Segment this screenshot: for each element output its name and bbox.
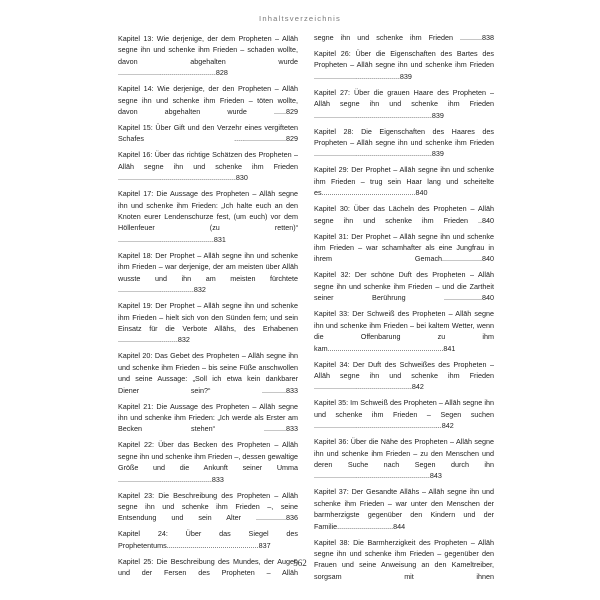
toc-entry: Kapitel 32: Der schöne Duft des Propheten – Allāh segne ihn und schenke ihm Frieden – und die Zartheit seiner Berührung ...................840 bbox=[314, 270, 494, 303]
toc-entry: Kapitel 26: Über die Eigenschaften des Bartes des Propheten – Allāh segne ihn und schenke ihm Frieden ...........................................839 bbox=[314, 49, 494, 81]
toc-column-left bbox=[118, 33, 298, 583]
toc-entry: Kapitel 15: Über Gift und den Verzehr eines vergifteten Schafes ..........................829 bbox=[118, 123, 298, 144]
running-header: Inhaltsverzeichnis bbox=[259, 14, 341, 23]
toc-entry: Kapitel 27: Über die grauen Haare des Propheten – Allāh segne ihn und schenke ihm Frieden ...........................................................839 bbox=[314, 87, 494, 120]
toc-entry: Kapitel 14: Wie derjenige, der den Propheten – Allāh segne ihn und schenke ihm Frieden – töten wollte, davon abgehalten wurde ......829 bbox=[118, 84, 298, 117]
toc-entry: Kapitel 33: Der Schweiß des Propheten – Allāh segne ihn und schenke ihm Frieden – bei kaltem Wetter, wenn die Offenbarung zu ihm kam..........................................................841 bbox=[314, 309, 494, 353]
toc-entry: Kapitel 34: Der Duft des Schweißes des Propheten – Allāh segne ihn und schenke ihm Frieden .................................................842 bbox=[314, 359, 494, 392]
toc-entry: Kapitel 28: Die Eigenschaften des Haares des Propheten – Allāh segne ihn und schenke ihm Frieden ...........................................................839 bbox=[314, 126, 494, 159]
toc-entry: Kapitel 38: Die Barmherzigkeit des Propheten – Allāh segne ihn und schenke ihm Frieden – gegenüber den Frauen und seine Anweisung an den Kameltreiber, sorgsam mit ihnen bbox=[314, 537, 494, 581]
toc-entry: Kapitel 19: Der Prophet – Allāh segne ihn und schenke ihm Frieden – hielt sich von den Sünden fern; und sein Einsatz für die Verbote Allāhs, des Erhabenen ..............................832 bbox=[118, 301, 298, 345]
toc-entry: Kapitel 36: Über die Nähe des Propheten – Allāh segne ihn und schenke ihm Frieden – zu den Menschen und deren Suche nach Segen durch ihn ..........................................................843 bbox=[314, 437, 494, 481]
toc-entry: Kapitel 35: Im Schweiß des Propheten – Allāh segne ihn und schenke ihm Frieden – Segen suchen ................................................................842 bbox=[314, 398, 494, 431]
toc-entry: Kapitel 23: Die Beschreibung des Propheten – Allāh segne ihn und schenke ihm Frieden –, seine Entsendung und sein Alter ...............836 bbox=[118, 490, 298, 523]
toc-entry: Kapitel 24: Über das Siegel des Prophetentums..............................................837 bbox=[118, 529, 298, 550]
page-number: 562 bbox=[293, 558, 307, 568]
toc-entry: Kapitel 25: Die Beschreibung des Mundes, der Augen und der Fersen des Propheten – Allāh bbox=[118, 556, 298, 578]
toc-column-right bbox=[314, 33, 494, 587]
toc-entry: Kapitel 37: Der Gesandte Allāhs – Allāh segne ihn und schenke ihm Frieden – war unter den Menschen der barmherzigste gegenüber den Kindern und der Familie............................844 bbox=[314, 487, 494, 531]
toc-entry: Kapitel 21: Die Aussage des Propheten – Allāh segne ihn und schenke ihm Frieden: „Ich werde als Erster am Becken stehen“ ...........833 bbox=[118, 401, 298, 434]
toc-entry: Kapitel 22: Über das Becken des Propheten – Allāh segne ihn und schenke ihm Frieden –, dessen gewaltige Größe und die Ankunft seiner Umma ...............................................833 bbox=[118, 440, 298, 484]
toc-entry: Kapitel 17: Die Aussage des Propheten – Allāh segne ihn und schenke ihm Frieden: „Ich halte euch an den Knoten eurer Lendenschurze fest, (um euch) vor dem Höllenfeuer (zu retten)“ ................................................831 bbox=[118, 189, 298, 244]
toc-entry: Kapitel 13: Wie derjenige, der dem Propheten – Allāh segne ihn und schenke ihm Frieden – schaden wollte, davon abgehalten wurde .................................................828 bbox=[118, 34, 298, 78]
toc-entry-continuation: segne ihn und schenke ihm Frieden ...........838 bbox=[314, 33, 494, 42]
toc-entry: Kapitel 29: Der Prophet – Allāh segne ihn und schenke ihm Frieden – trug sein Haar lang und scheitelte es...............................................840 bbox=[314, 165, 494, 198]
toc-entry: Kapitel 18: Der Prophet – Allāh segne ihn und schenke ihm Frieden – war derjenige, der am meisten über Allāh wusste und ihn am meisten fürchtete ......................................832 bbox=[118, 250, 298, 295]
toc-entry: Kapitel 20: Das Gebet des Propheten – Allāh segne ihn und schenke ihm Frieden – bis seine Füße anschwollen und seine Aussage: „Soll ich etwa kein dankbarer Diener sein?“ ............833 bbox=[118, 351, 298, 395]
toc-entry: Kapitel 30: Über das Lächeln des Propheten – Allāh segne ihn und schenke ihm Frieden ..840 bbox=[314, 204, 494, 225]
toc-entry: Kapitel 31: Der Prophet – Allāh segne ihn und schenke ihm Frieden – war schamhafter als eine Jungfrau in ihrem Gemach....................840 bbox=[314, 231, 494, 264]
toc-entry: Kapitel 16: Über das richtige Schätzen des Propheten – Allāh segne ihn und schenke ihm Frieden ...........................................................830 bbox=[118, 150, 298, 183]
